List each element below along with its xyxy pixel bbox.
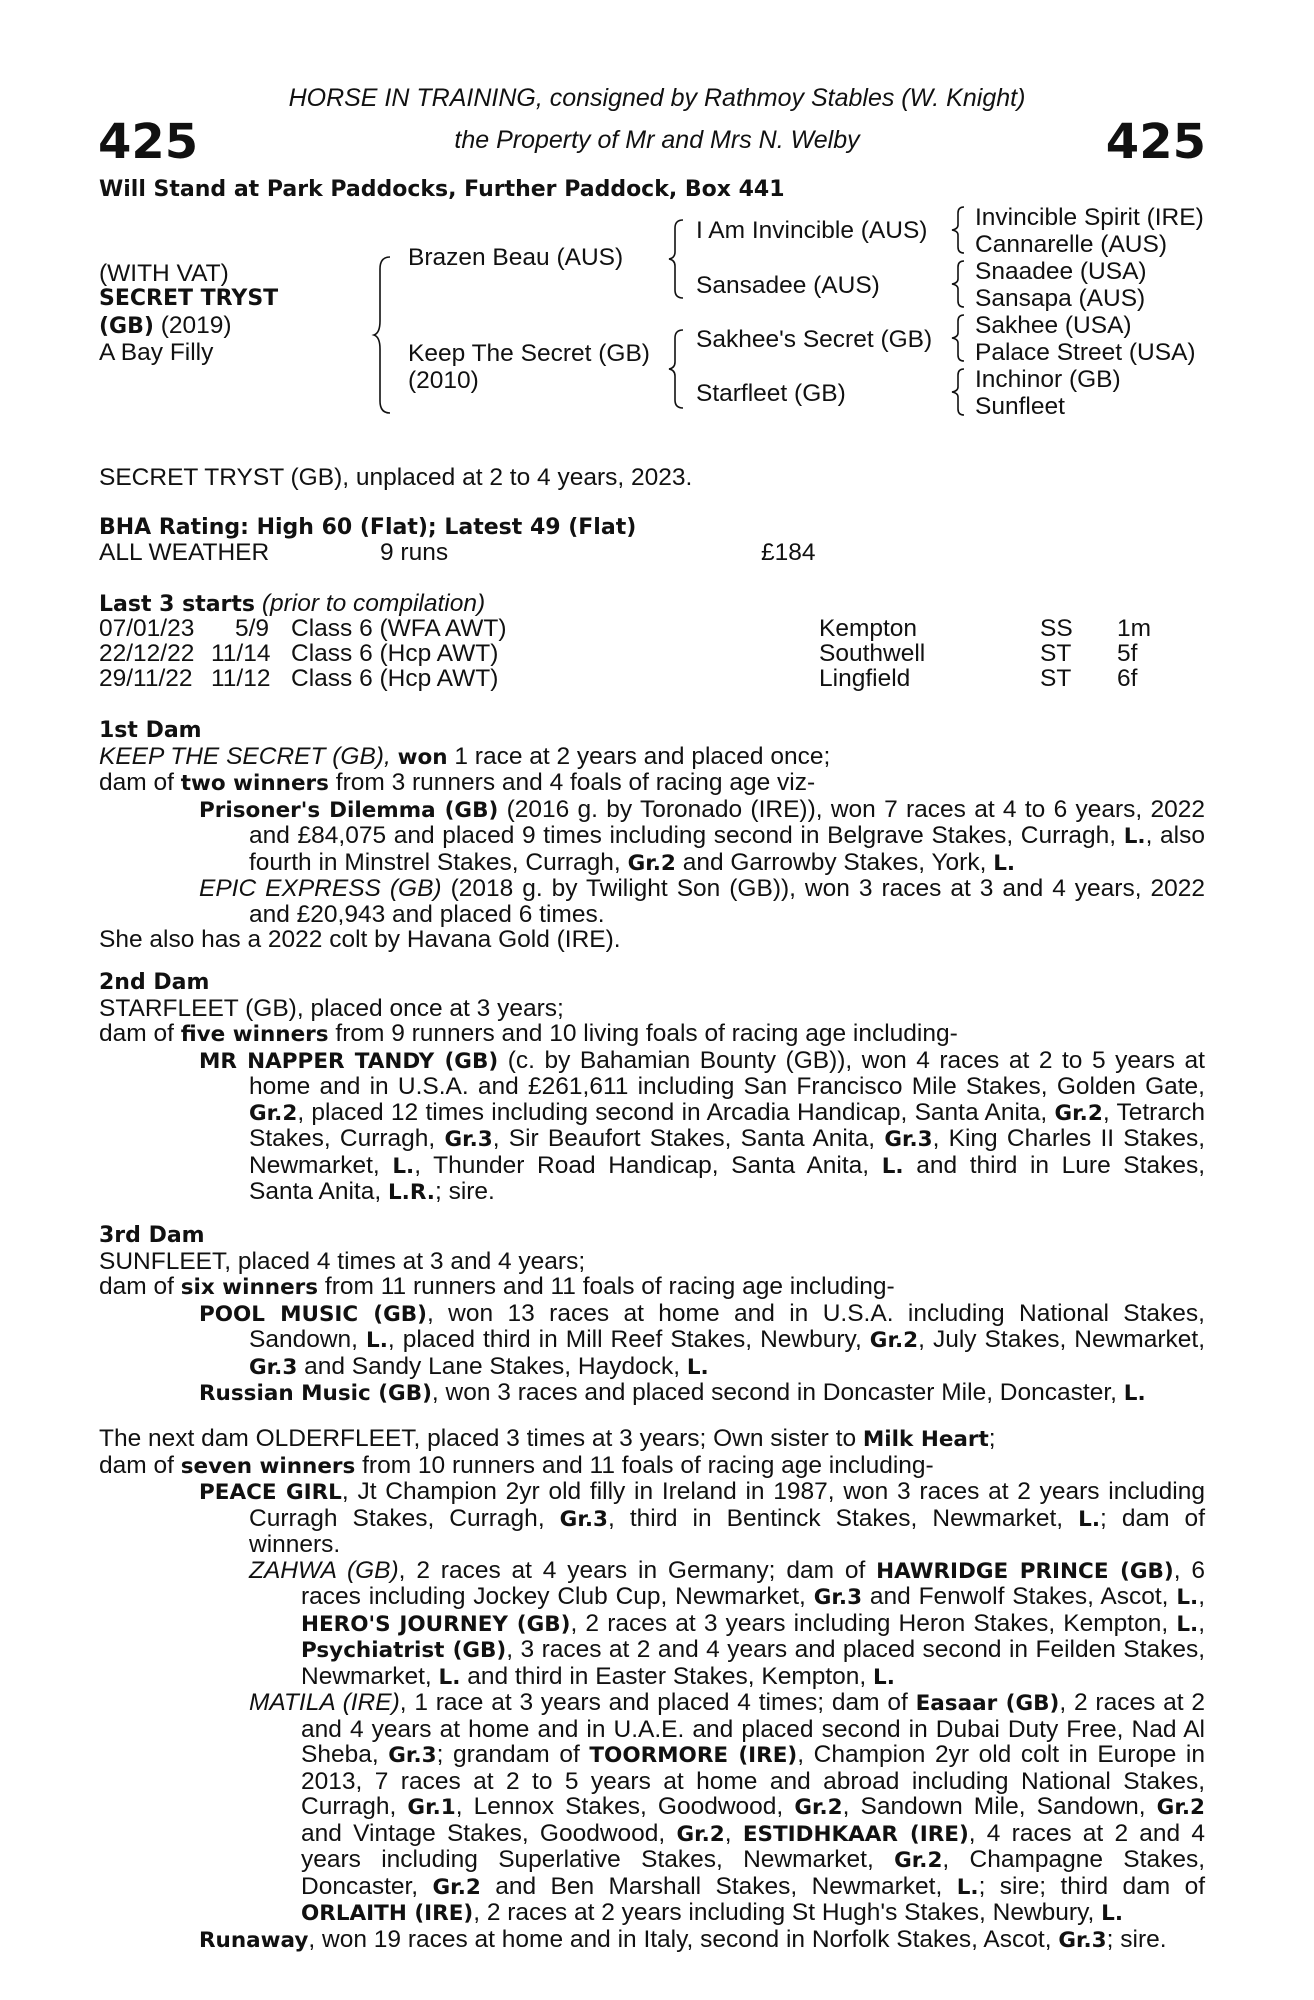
- horse-origin-year: [99, 313, 232, 340]
- dam-record: KEEP THE SECRET (GB), won 1 race at 2 years and placed once;: [99, 742, 831, 770]
- start-position: 11/12: [211, 665, 271, 692]
- section-title: 2nd Dam: [99, 970, 210, 995]
- start-position: 11/14: [211, 640, 271, 667]
- horse-country: (GB): [99, 314, 154, 339]
- dam-produce-summary: dam of seven winners from 10 runners and 11 foals of racing age including-: [99, 1451, 934, 1479]
- dam-produce-summary: dam of two winners from 3 runners and 4 foals of racing age viz-: [99, 769, 816, 796]
- produce-entry: Prisoner's Dilemma (GB) (2016 g. by Toronado (IRE)), won 7 races at 4 to 6 years, 2022 and £84,075 and placed 9 times including second in Belgrave Stakes, Curragh, L., also fourth in Minstrel Stakes, Curragh, Gr.2 and Garrowby Stakes, York, L.: [199, 795, 1205, 876]
- surface-label: ALL WEATHER: [99, 539, 270, 566]
- consignor-line: HORSE IN TRAINING, consigned by Rathmoy Stables (W. Knight): [288, 84, 1026, 112]
- pedigree-brace-dam: [667, 328, 685, 410]
- dam-footer-note: She also has a 2022 colt by Havana Gold (IRE).: [99, 926, 621, 953]
- dam-produce-summary: dam of five winners from 9 runners and 10 living foals of racing age including-: [99, 1020, 958, 1047]
- start-going: ST: [1040, 665, 1072, 692]
- dam-record: SUNFLEET, placed 4 times at 3 and 4 years;: [99, 1247, 586, 1275]
- pedigree-ssd: Cannarelle (AUS): [975, 231, 1167, 258]
- section-title: 3rd Dam: [99, 1223, 205, 1248]
- last-starts-heading: [99, 591, 485, 618]
- start-date: 07/01/23: [99, 615, 195, 642]
- dam-record: STARFLEET (GB), placed once at 3 years;: [99, 994, 564, 1022]
- runs-count: 9 runs: [380, 539, 449, 566]
- dam-record: The next dam OLDERFLEET, placed 3 times at 3 years; Own sister to Milk Heart;: [99, 1425, 996, 1452]
- vat-note: (WITH VAT): [99, 260, 229, 287]
- section-title: 1st Dam: [99, 718, 202, 743]
- pedigree-brace-ds: [950, 313, 966, 363]
- pedigree-brace-sd: [950, 259, 966, 309]
- pedigree-dsd: Palace Street (USA): [975, 339, 1196, 366]
- pedigree-dam-dam: Starfleet (GB): [696, 380, 846, 407]
- lot-number-right: 425: [1105, 114, 1206, 170]
- third-dam-section: [99, 1223, 1205, 1407]
- pedigree-sss: Invincible Spirit (IRE): [975, 204, 1204, 231]
- start-course: Kempton: [819, 615, 918, 642]
- start-row: [0, 641, 1314, 667]
- produce-entry: Runaway, won 19 races at home and in Italy, second in Norfolk Stakes, Ascot, Gr.3; sire.: [199, 1925, 1167, 1953]
- produce-entry: MATILA (IRE), 1 race at 3 years and placed 4 times; dam of Easaar (GB), 2 races at 2 and 4 years at home and in U.A.E. and placed second in Dubai Duty Free, Nad Al Sheba, Gr.3; grandam of TOORMORE (IRE), Champion 2yr old colt in Europe in 2013, 7 races at 2 to 5 years at home and abroad including National Stakes, Curragh, Gr.1, Lennox Stakes, Goodwood, Gr.2, Sandown Mile, Sandown, Gr.2 and Vintage Stakes, Goodwood, Gr.2, ESTIDHKAAR (IRE), 4 races at 2 and 4 years including Superlative Stakes, Newmarket, Gr.2, Champagne Stakes, Doncaster, Gr.2 and Ben Marshall Stakes, Newmarket, L.; sire; third dam of ORLAITH (IRE), 2 races at 2 years including St Hugh's Stakes, Newbury, L.: [249, 1689, 1206, 1926]
- pedigree-dds: Inchinor (GB): [975, 366, 1121, 393]
- pedigree-sire-dam: Sansadee (AUS): [696, 272, 880, 299]
- next-dam-section: [99, 1426, 1205, 1953]
- pedigree-sire-sire: I Am Invincible (AUS): [696, 217, 928, 244]
- dam-produce-summary: dam of six winners from 11 runners and 11 foals of racing age including-: [99, 1273, 895, 1300]
- stand-location: Will Stand at Park Paddocks, Further Paddock, Box 441: [99, 177, 785, 202]
- start-going: SS: [1040, 615, 1073, 642]
- pedigree-sdd: Sansapa (AUS): [975, 285, 1146, 312]
- start-course: Lingfield: [819, 665, 911, 692]
- pedigree-dam-year: (2010): [408, 367, 479, 394]
- start-date: 22/12/22: [99, 640, 195, 667]
- produce-entry: Russian Music (GB), won 3 races and placed second in Doncaster Mile, Doncaster, L.: [199, 1379, 1146, 1406]
- pedigree-brace-dd: [950, 367, 966, 417]
- start-race: Class 6 (Hcp AWT): [291, 640, 499, 667]
- horse-description: A Bay Filly: [99, 339, 214, 366]
- first-dam-section: [99, 718, 1205, 953]
- produce-entry: MR NAPPER TANDY (GB) (c. by Bahamian Bounty (GB)), won 4 races at 2 to 5 years at home and in U.S.A. and £261,611 including San Francisco Mile Stakes, Golden Gate, Gr.2, placed 12 times including second in Arcadia Handicap, Santa Anita, Gr.2, Tetrarch Stakes, Curragh, Gr.3, Sir Beaufort Stakes, Santa Anita, Gr.3, King Charles II Stakes, Newmarket, L., Thunder Road Handicap, Santa Anita, L. and third in Lure Stakes, Santa Anita, L.R.; sire.: [199, 1046, 1206, 1205]
- pedigree-dam-sire: Sakhee's Secret (GB): [696, 326, 933, 353]
- race-summary: SECRET TRYST (GB), unplaced at 2 to 4 years, 2023.: [99, 464, 693, 491]
- produce-entry: EPIC EXPRESS (GB) (2018 g. by Twilight Son (GB)), won 3 races at 3 and 4 years, 2022 and £20,943 and placed 6 times.: [199, 875, 1205, 928]
- start-race: Class 6 (Hcp AWT): [291, 665, 499, 692]
- start-date: 29/11/22: [99, 665, 193, 692]
- horse-year: (2019): [160, 312, 232, 339]
- pedigree-sire: Brazen Beau (AUS): [408, 244, 624, 271]
- pedigree-sds: Snaadee (USA): [975, 258, 1147, 285]
- horse-name: SECRET TRYST: [99, 286, 279, 311]
- lot-number-left: 425: [98, 114, 199, 170]
- start-distance: 6f: [1117, 665, 1138, 692]
- produce-entry: ZAHWA (GB), 2 races at 4 years in Germany; dam of HAWRIDGE PRINCE (GB), 6 races including Jockey Club Cup, Newmarket, Gr.3 and Fenwolf Stakes, Ascot, L., HERO'S JOURNEY (GB), 2 races at 3 years including Heron Stakes, Kempton, L., Psychiatrist (GB), 3 races at 2 and 4 years and placed second in Feilden Stakes, Newmarket, L. and third in Easter Stakes, Kempton, L.: [249, 1556, 1206, 1690]
- bha-rating: BHA Rating: High 60 (Flat); Latest 49 (Flat): [99, 515, 637, 540]
- pedigree-ddd: Sunfleet: [975, 393, 1065, 420]
- produce-entry: POOL MUSIC (GB), won 13 races at home and in U.S.A. including National Stakes, Sandown, L., placed third in Mill Reef Stakes, Newbury, Gr.2, July Stakes, Newmarket, Gr.3 and Sandy Lane Stakes, Haydock, L.: [199, 1299, 1205, 1380]
- pedigree-brace-main: [372, 255, 392, 415]
- pedigree-brace-sire: [667, 218, 685, 300]
- property-line: the Property of Mr and Mrs N. Welby: [454, 126, 860, 154]
- start-course: Southwell: [819, 640, 926, 667]
- start-row: [0, 616, 1314, 642]
- last-starts-note: (prior to compilation): [261, 590, 486, 617]
- produce-entry: PEACE GIRL, Jt Champion 2yr old filly in Ireland in 1987, won 3 races at 2 years including Curragh Stakes, Curragh, Gr.3, third in Bentinck Stakes, Newmarket, L.; dam of winners.: [199, 1478, 1205, 1558]
- start-position: 5/9: [235, 615, 270, 642]
- pedigree-brace-ss: [950, 205, 966, 255]
- start-distance: 5f: [1117, 640, 1138, 667]
- pedigree-dss: Sakhee (USA): [975, 312, 1132, 339]
- start-row: [0, 666, 1314, 692]
- second-dam-section: [99, 970, 1205, 1206]
- pedigree-dam: Keep The Secret (GB): [408, 340, 650, 367]
- start-race: Class 6 (WFA AWT): [291, 615, 507, 642]
- start-distance: 1m: [1117, 615, 1152, 642]
- last-starts-title: Last 3 starts: [99, 592, 256, 617]
- earnings: £184: [761, 539, 816, 566]
- start-going: ST: [1040, 640, 1072, 667]
